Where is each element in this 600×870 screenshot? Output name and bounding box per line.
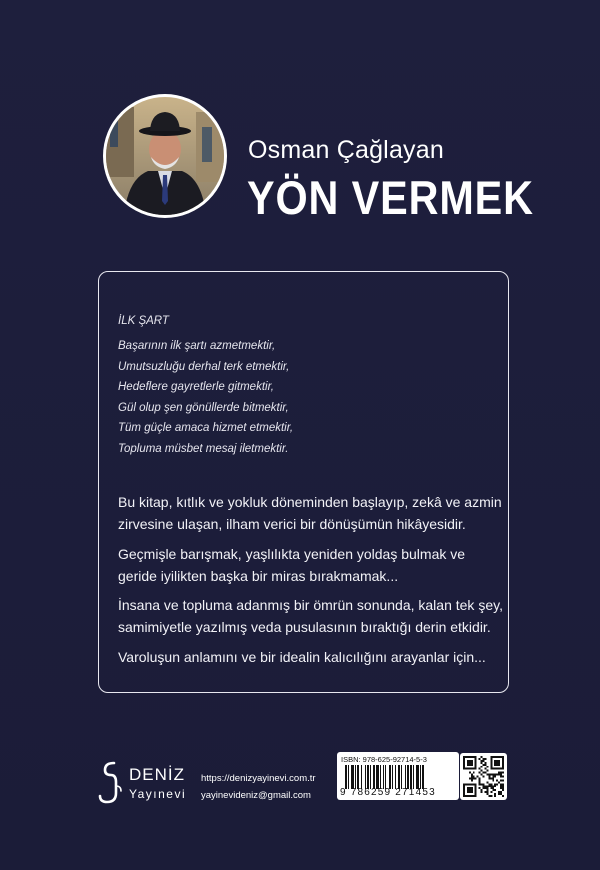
qr-module [490,787,492,789]
qr-module [471,789,473,791]
qr-module [500,756,502,758]
qr-module [475,783,477,785]
qr-module [463,764,465,766]
qr-module [494,795,496,797]
qr-module [463,783,465,785]
barcode-bar [413,765,414,789]
qr-module [502,758,504,760]
qr-module [471,787,473,789]
qr-module [490,762,492,764]
barcode-bar [401,765,402,789]
barcode-bar [373,765,375,789]
qr-module [500,779,502,781]
barcode-bar [405,765,406,789]
qr-module [494,762,496,764]
qr-module [496,768,498,770]
qr-module [465,756,467,758]
qr-module [475,785,477,787]
qr-module [494,760,496,762]
qr-module [492,785,494,787]
barcode-bar [367,765,369,789]
qr-module [475,760,477,762]
qr-module [490,774,492,776]
qr-module [479,777,481,779]
qr-module [483,783,485,785]
qr-module [494,785,496,787]
blurb-paragraph: İnsana ve topluma adanmış bir ömrün sonunda, kalan tek şey, samimiyetle yazılmış veda pusulasının bıraktığı derin etkidir. [118,597,503,635]
qr-module [488,795,490,797]
qr-module [486,787,488,789]
qr-module [473,768,475,770]
qr-module [494,789,496,791]
qr-module [486,785,488,787]
qr-module [490,764,492,766]
qr-module [473,756,475,758]
qr-module [471,764,473,766]
qr-module [479,787,481,789]
barcode-bar [351,765,354,789]
qr-module [463,791,465,793]
qr-module [469,762,471,764]
barcode-bar [422,765,424,789]
qr-module [473,772,475,774]
qr-module [477,776,479,778]
barcode-bar [395,765,396,789]
qr-module [492,789,494,791]
qr-module [486,791,488,793]
qr-module [483,764,485,766]
poem-line: Hedeflere gayretlerle gitmektir, [118,381,274,394]
book-title: YÖN VERMEK [247,171,534,224]
qr-module [488,776,490,778]
qr-module [486,766,488,768]
qr-module [498,772,500,774]
qr-module [467,768,469,770]
qr-module [471,777,473,779]
qr-module [481,774,483,776]
qr-module [475,793,477,795]
qr-module [469,783,471,785]
qr-module [475,787,477,789]
qr-module [502,785,504,787]
qr-module [498,756,500,758]
qr-module [463,795,465,797]
qr-module [475,777,477,779]
poem-line: Gül olup şen gönüllerde bitmektir, [118,401,289,414]
poem [118,315,293,460]
barcode-bar [361,765,362,789]
qr-module [492,777,494,779]
qr-module [502,789,504,791]
qr-module [488,774,490,776]
barcode-bar [357,765,359,789]
qr-module [475,766,477,768]
author-photo [103,94,227,218]
qr-module [484,762,486,764]
qr-module [490,756,492,758]
qr-module [496,774,498,776]
qr-module [484,785,486,787]
qr-module [502,760,504,762]
qr-module [500,768,502,770]
barcode-bar [383,765,384,789]
qr-module [465,768,467,770]
qr-module [463,787,465,789]
qr-module [467,760,469,762]
qr-module [494,774,496,776]
qr-code [460,753,507,800]
qr-module [486,781,488,783]
qr-module [467,791,469,793]
qr-module [486,793,488,795]
qr-module [475,791,477,793]
barcode-bar [380,765,381,789]
qr-module [488,783,490,785]
barcode-bar [345,765,347,789]
barcode-bar [370,765,371,789]
qr-module [481,760,483,762]
qr-module [481,756,483,758]
qr-module [500,772,502,774]
qr-module [469,756,471,758]
isbn-barcode [337,752,459,800]
qr-module [502,762,504,764]
qr-module [465,783,467,785]
qr-module [486,789,488,791]
qr-module [475,764,477,766]
publisher-website[interactable]: https://denizyayinevi.com.tr [201,773,316,784]
qr-module [490,795,492,797]
qr-module [496,756,498,758]
qr-module [498,764,500,766]
qr-module [490,766,492,768]
qr-module [502,779,504,781]
qr-module [498,793,500,795]
qr-module [481,770,483,772]
qr-module [473,777,475,779]
blurb-paragraph: Varoluşun anlamını ve bir idealin kalıcılığını arayanlar için... [118,648,486,665]
qr-module [484,758,486,760]
qr-module [490,783,492,785]
qr-code-icon [463,756,504,797]
qr-module [502,772,504,774]
qr-module [467,756,469,758]
qr-module [475,762,477,764]
qr-module [463,785,465,787]
qr-module [500,791,502,793]
qr-module [494,783,496,785]
qr-module [496,779,498,781]
qr-module [463,768,465,770]
qr-module [469,791,471,793]
qr-module [469,772,471,774]
qr-module [483,785,485,787]
isbn-number: 9 786259 271453 [340,787,436,798]
qr-module [463,758,465,760]
qr-module [481,762,483,764]
qr-module [492,756,494,758]
qr-module [479,783,481,785]
qr-module [467,783,469,785]
qr-module [486,774,488,776]
qr-module [494,768,496,770]
qr-module [471,774,473,776]
qr-module [500,783,502,785]
qr-module [465,795,467,797]
qr-module [483,772,485,774]
qr-module [502,787,504,789]
qr-module [484,787,486,789]
qr-module [498,768,500,770]
qr-module [483,787,485,789]
qr-module [469,764,471,766]
qr-module [502,768,504,770]
blurb [118,491,503,675]
qr-module [475,789,477,791]
qr-module [471,776,473,778]
qr-module [471,756,473,758]
qr-module [475,768,477,770]
qr-module [467,762,469,764]
publisher-name: DENİZ [129,765,185,784]
qr-module [479,781,481,783]
qr-module [469,795,471,797]
qr-module [490,760,492,762]
qr-module [469,760,471,762]
qr-module [498,760,500,762]
qr-module [483,776,485,778]
qr-module [484,791,486,793]
qr-module [475,756,477,758]
qr-module [502,756,504,758]
poem-line: Başarının ilk şartı azmetmektir, [118,340,276,352]
qr-module [492,774,494,776]
qr-module [481,789,483,791]
qr-module [479,768,481,770]
qr-module [500,774,502,776]
qr-module [498,791,500,793]
publisher-email[interactable]: yayinevideniz@gmail.com [201,790,311,801]
qr-module [486,770,488,772]
qr-module [481,783,483,785]
barcode-bar [420,765,421,789]
qr-module [463,760,465,762]
qr-module [502,764,504,766]
qr-module [500,787,502,789]
qr-module [463,793,465,795]
author-portrait-image [106,97,224,215]
barcode-bar [416,765,419,789]
qr-module [463,762,465,764]
qr-module [488,785,490,787]
barcode-bar [376,765,379,789]
qr-module [492,787,494,789]
qr-module [471,760,473,762]
barcode-bar [365,765,366,789]
qr-module [484,768,486,770]
qr-module [490,785,492,787]
qr-module [483,758,485,760]
barcode-bar [398,765,400,789]
qr-module [479,758,481,760]
blurb-paragraph: Bu kitap, kıtlık ve yokluk döneminden başlayıp, zekâ ve azmin zirvesine ulaşan, ilham verici bir dönüşümün hikâyesidir. [118,494,502,532]
qr-module [479,779,481,781]
qr-module [494,764,496,766]
qr-module [490,768,492,770]
poem-title: İLK ŞART [118,315,169,327]
publisher-contact [201,770,316,804]
qr-module [490,758,492,760]
qr-module [496,764,498,766]
qr-module [479,772,481,774]
qr-module [467,787,469,789]
qr-module [500,793,502,795]
qr-module [498,762,500,764]
qr-module [496,762,498,764]
qr-module [496,760,498,762]
qr-module [481,791,483,793]
barcode-bar [410,765,412,789]
qr-module [467,789,469,791]
isbn-label: ISBN: 978-625-92714-5-3 [341,755,427,764]
qr-module [471,791,473,793]
barcode-bar [392,765,393,789]
poem-line: Topluma müsbet mesaj iletmektir. [118,442,289,455]
qr-module [492,776,494,778]
qr-module [490,791,492,793]
qr-module [469,768,471,770]
qr-module [463,789,465,791]
qr-module [475,758,477,760]
poem-line: Tüm güçle amaca hizmet etmektir, [118,422,294,435]
qr-module [492,779,494,781]
qr-module [469,777,471,779]
author-name: Osman Çağlayan [248,136,444,164]
qr-module [484,764,486,766]
qr-module [471,795,473,797]
qr-module [492,768,494,770]
publisher-wave-icon [96,760,126,806]
blurb-paragraph: Geçmişle barışmak, yaşlılıkta yeniden yoldaş bulmak ve geride iyilikten başka bir miras bırakmamak... [118,545,466,584]
qr-module [471,779,473,781]
qr-module [481,766,483,768]
qr-module [469,789,471,791]
qr-module [469,787,471,789]
barcode-bar [407,765,409,789]
barcode-bar [389,765,391,789]
qr-module [498,774,500,776]
qr-module [473,776,475,778]
qr-module [494,776,496,778]
qr-module [483,760,485,762]
qr-module [471,768,473,770]
barcode-bar [355,765,356,789]
qr-module [463,766,465,768]
qr-module [488,777,490,779]
qr-module [490,777,492,779]
qr-module [463,756,465,758]
qr-module [498,781,500,783]
qr-module [471,783,473,785]
qr-module [502,766,504,768]
qr-module [471,762,473,764]
qr-module [500,776,502,778]
publisher-subtitle: Yayınevi [129,787,187,801]
qr-module [494,756,496,758]
barcode-bar [348,765,349,789]
qr-module [484,772,486,774]
barcode-bars [345,765,453,789]
qr-module [475,795,477,797]
qr-module [502,795,504,797]
qr-module [473,795,475,797]
publisher-logo [96,760,196,810]
qr-module [494,793,496,795]
qr-module [467,764,469,766]
qr-module [502,776,504,778]
qr-module [473,783,475,785]
qr-module [500,785,502,787]
qr-module [496,783,498,785]
barcode-bar [385,765,386,789]
qr-module [467,795,469,797]
qr-module [502,783,504,785]
poem-line: Umutsuzluğu derhal terk etmektir, [118,360,290,373]
